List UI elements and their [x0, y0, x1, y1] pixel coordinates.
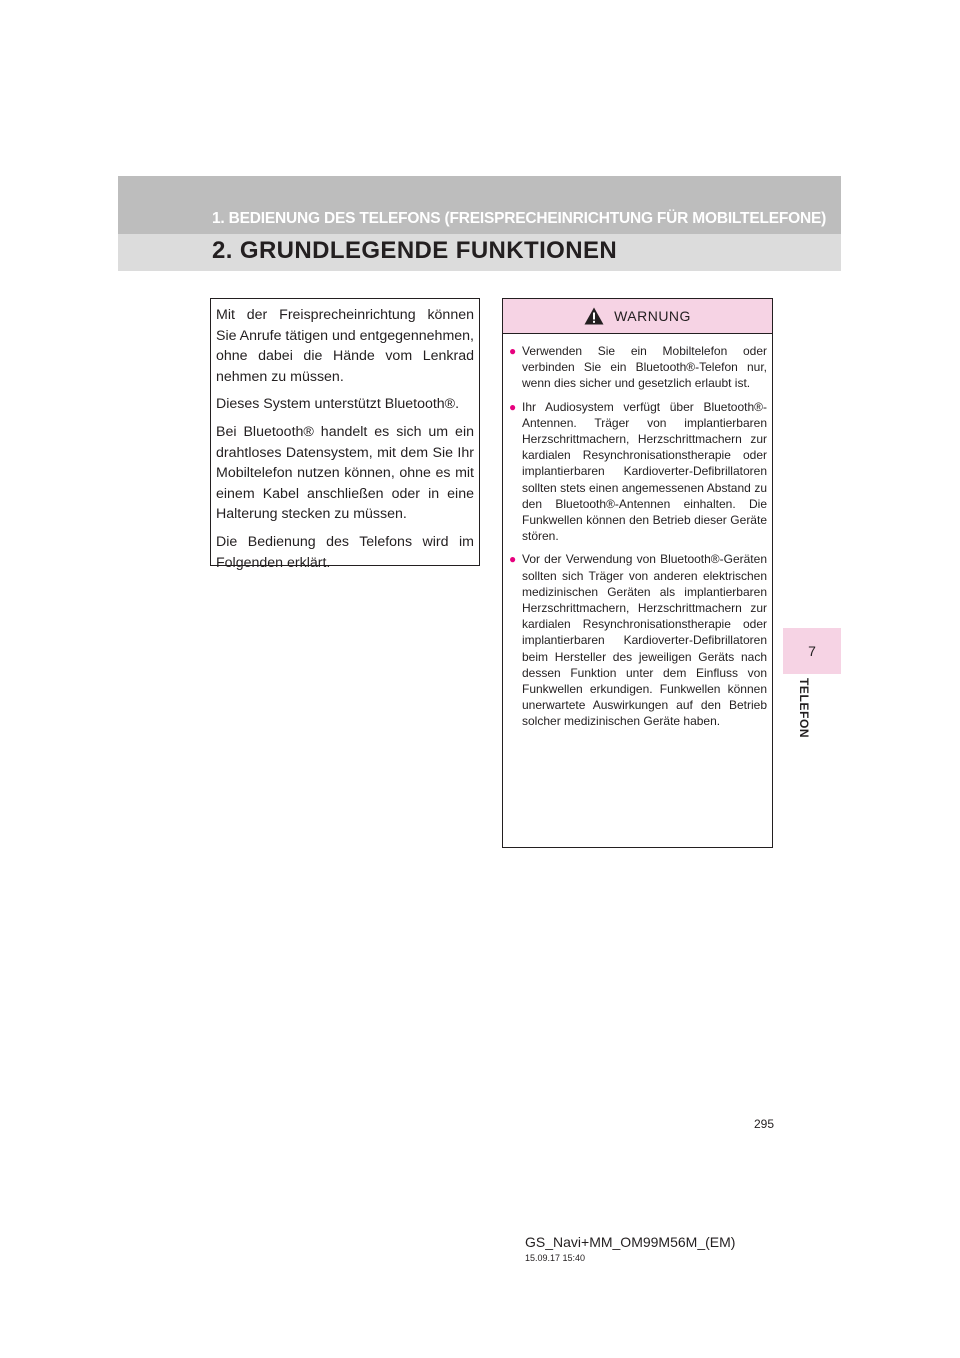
warning-triangle-icon [584, 307, 604, 325]
bullet-icon: ● [509, 399, 517, 414]
bullet-icon: ● [509, 344, 517, 358]
warning-title: WARNUNG [614, 308, 691, 324]
chapter-number: 7 [808, 643, 816, 659]
intro-paragraph: Die Bedienung des Telefons wird im Folgenden erklärt. [216, 533, 474, 571]
intro-box [210, 298, 480, 571]
warning-item [509, 399, 767, 545]
warning-item [509, 551, 767, 729]
chapter-label: TELEFON [797, 678, 811, 739]
warning-item [509, 343, 767, 392]
document-timestamp: 15.09.17 15:40 [525, 1253, 586, 1263]
page-title: 2. GRUNDLEGENDE FUNKTIONEN [212, 237, 618, 264]
warning-header [503, 299, 772, 334]
warning-box [502, 298, 773, 848]
chapter-tab[interactable] [783, 628, 841, 674]
warning-item-text: Verwenden Sie ein Mobiltelefon oder verbinden Sie ein Bluetooth®-Telefon nur, wenn dies sicher und gesetzlich erlaubt ist. [522, 344, 767, 391]
intro-paragraph: Mit der Freisprecheinrichtung können Sie Anrufe tätigen und entgegennehmen, ohne dabei die Hände vom Lenkrad nehmen zu müssen. [216, 307, 474, 385]
bullet-icon: ● [509, 552, 517, 567]
warning-list [503, 334, 772, 730]
warning-item-text: Ihr Audiosystem verfügt über Bluetooth®-Antennen. Träger von implantierbaren Herzschrittmachern, Herzschrittmachern zur kardialen Resynchronisationstherapie oder implantierbaren Kardioverter-Defibrillatoren sollten stets einen angemessenen Abstand zu den Bluetooth®-Antennen einhalten. Die Funkwellen können den Betrieb dieser Geräte stören. [522, 399, 767, 544]
intro-paragraph: Dieses System unterstützt Bluetooth®. [216, 396, 460, 413]
page-number: 295 [753, 1117, 774, 1131]
section-title: 1. BEDIENUNG DES TELEFONS (FREISPRECHEINRICHTUNG FÜR MOBILTELEFONE) [212, 210, 827, 227]
warning-item-text: Vor der Verwendung von Bluetooth®-Geräten sollten sich Träger von anderen elektrischen medizinischen Geräten als implantierbaren Herzschrittmachern, Herzschrittmachern zur kardialen Resynchronisationstherapie oder implantierbaren Kardioverter-Defibrillatoren beim Hersteller des jeweiligen Geräts nach dessen Funktion unter dem Einfluss von Funkwellen erkundigen. Funkwellen können unerwartete Auswirkungen auf den Betrieb solcher medizinischen Geräte haben. [522, 552, 767, 729]
document-code: GS_Navi+MM_OM99M56M_(EM) [525, 1234, 736, 1250]
intro-paragraph: Bei Bluetooth® handelt es sich um ein drahtloses Datensystem, mit dem Sie Ihr Mobiltelefon nutzen können, ohne es mit einem Kabel anschließen oder in eine Halterung stecken zu müssen. [216, 423, 474, 523]
